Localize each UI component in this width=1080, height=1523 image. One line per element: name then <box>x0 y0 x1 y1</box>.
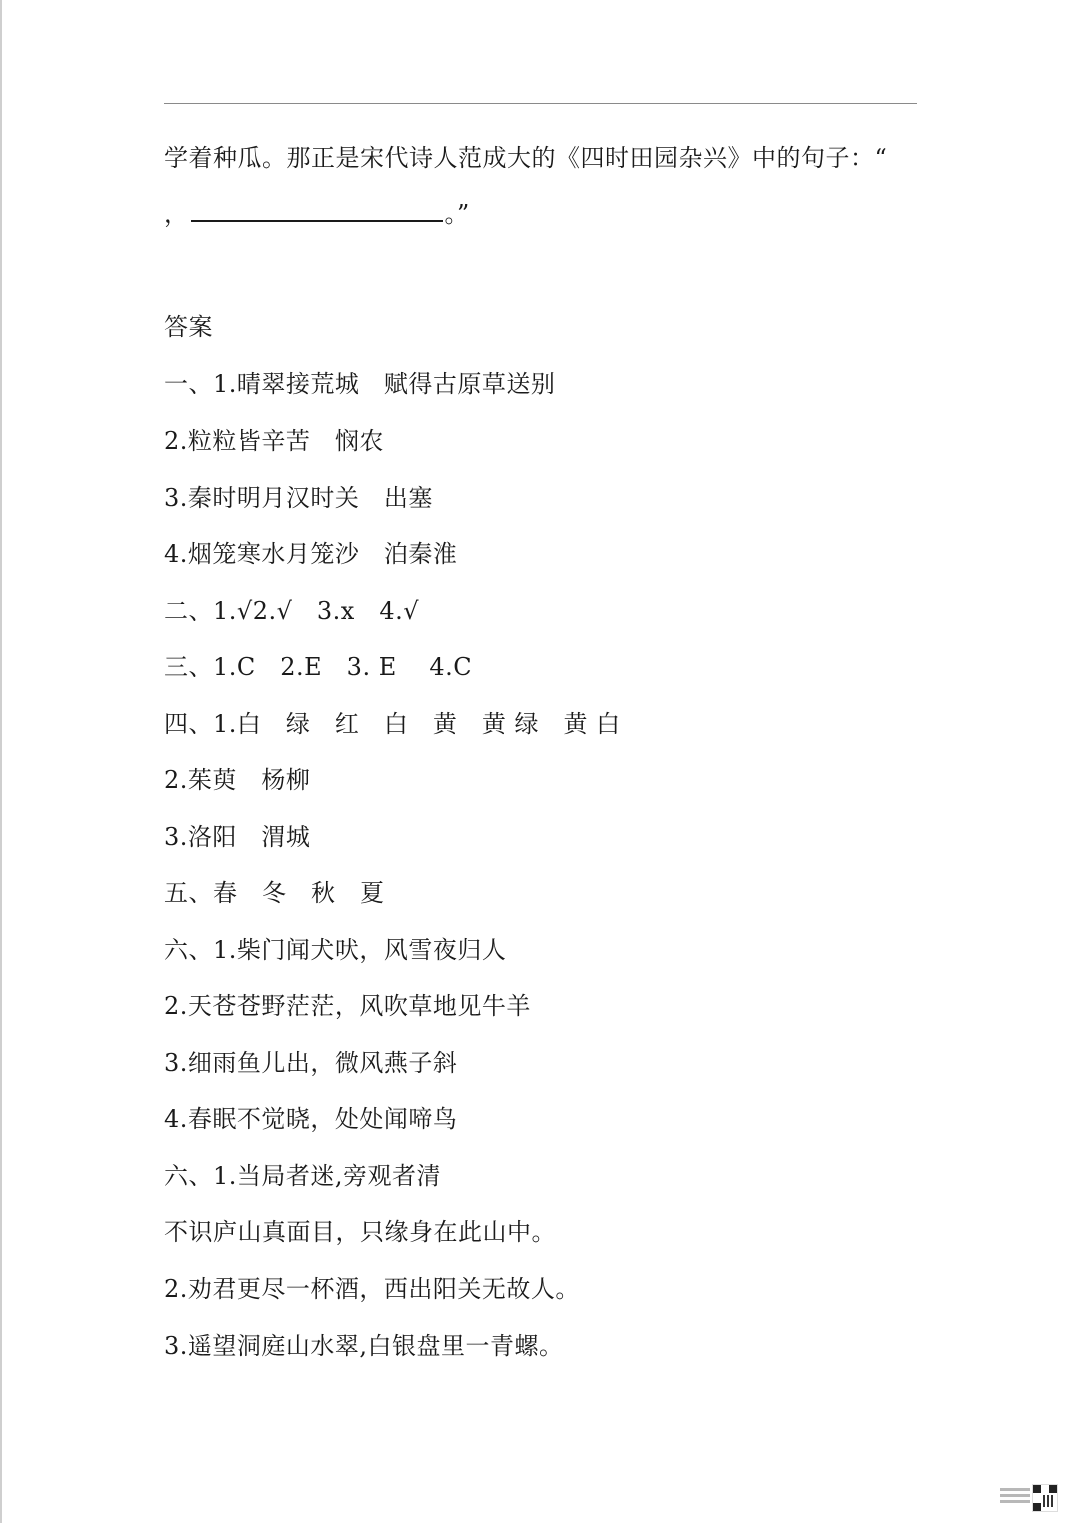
page-left-edge <box>0 0 2 1523</box>
header-rule <box>164 103 917 104</box>
intro-line-2-suffix: 。” <box>444 200 470 228</box>
answer-line: 3.细雨鱼儿出，微风燕子斜 <box>164 1049 458 1077</box>
watermark-qr <box>1000 1484 1058 1512</box>
answer-line: 2.茱萸 杨柳 <box>164 766 311 794</box>
answer-line: 四、1.白 绿 红 白 黄 黄 绿 黄 白 <box>164 710 621 738</box>
qr-code-icon <box>1032 1484 1058 1512</box>
answers-heading: 答案 <box>164 313 213 341</box>
answer-line: 三、1.C 2.E 3. E 4.C <box>164 653 473 681</box>
answer-line: 五、春 冬 秋 夏 <box>164 879 385 907</box>
watermark-text-lines <box>1000 1488 1030 1508</box>
answer-line: 3.秦时明月汉时关 出塞 <box>164 484 433 512</box>
intro-line-2-prefix: ， <box>164 200 189 228</box>
answer-line: 不识庐山真面目，只缘身在此山中。 <box>164 1218 556 1246</box>
intro-line-2 <box>164 198 470 230</box>
answer-line: 二、1.√2.√ 3.x 4.√ <box>164 597 420 625</box>
answer-line: 4.烟笼寒水月笼沙 泊秦淮 <box>164 540 458 568</box>
answer-line: 一、1.晴翠接荒城 赋得古原草送别 <box>164 370 556 398</box>
fill-in-blank <box>191 198 443 222</box>
intro-line-1: 学着种瓜。那正是宋代诗人范成大的《四时田园杂兴》中的句子：“ <box>164 144 888 172</box>
answer-line: 六、1.当局者迷,旁观者清 <box>164 1162 442 1190</box>
answer-line: 3.洛阳 渭城 <box>164 823 311 851</box>
answer-line: 3.遥望洞庭山水翠,白银盘里一青螺。 <box>164 1332 564 1360</box>
answer-line: 六、1.柴门闻犬吠，风雪夜归人 <box>164 936 507 964</box>
answer-line: 2.天苍苍野茫茫，风吹草地见牛羊 <box>164 992 531 1020</box>
answer-line: 4.春眠不觉晓，处处闻啼鸟 <box>164 1105 458 1133</box>
answer-line: 2.粒粒皆辛苦 悯农 <box>164 427 384 455</box>
answer-line: 2.劝君更尽一杯酒，西出阳关无故人。 <box>164 1275 580 1303</box>
